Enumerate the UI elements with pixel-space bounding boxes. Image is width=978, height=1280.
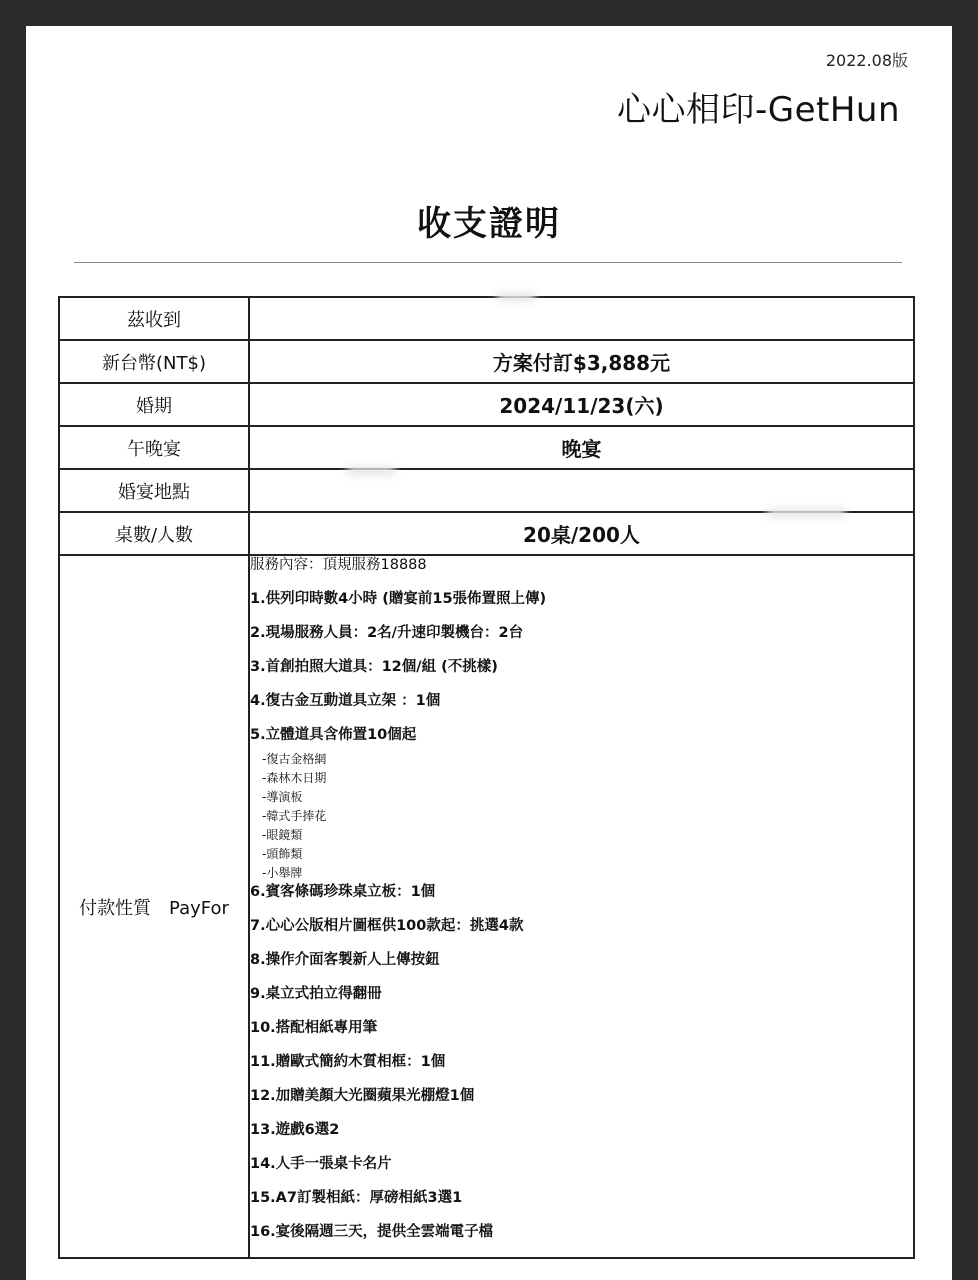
list-item: 14.人手一張桌卡名片 bbox=[250, 1156, 392, 1172]
redaction-smudge bbox=[496, 292, 536, 302]
list-item: 2.現場服務人員：2名/升速印製機台：2台 bbox=[250, 625, 524, 641]
list-item: 1.供列印時數4小時 (贈宴前15張佈置照上傳) bbox=[250, 591, 547, 607]
document-page bbox=[26, 26, 952, 1280]
sub-list-item: -韓式手捧花 bbox=[262, 809, 327, 823]
table-row bbox=[59, 512, 914, 555]
sub-list-item: -復古金格網 bbox=[262, 752, 327, 766]
row-label-venue: 婚宴地點 bbox=[59, 469, 249, 512]
row-label-received-from: 茲收到 bbox=[59, 297, 249, 340]
table-row bbox=[59, 297, 914, 340]
redaction-smudge bbox=[766, 508, 846, 518]
table-row bbox=[59, 555, 914, 1258]
row-value-tables-guests: 20桌/200人 bbox=[249, 512, 914, 555]
row-label-wedding-date: 婚期 bbox=[59, 383, 249, 426]
list-item: 10.搭配相紙專用筆 bbox=[250, 1020, 378, 1036]
row-value-banquet-time: 晚宴 bbox=[249, 426, 914, 469]
title-divider bbox=[74, 262, 902, 263]
sub-list-item: -眼鏡類 bbox=[262, 828, 303, 842]
list-item: 16.宴後隔週三天，提供全雲端電子檔 bbox=[250, 1224, 494, 1240]
list-item: 11.贈歐式簡約木質相框：1個 bbox=[250, 1054, 446, 1070]
document-title: 收支證明 bbox=[417, 204, 561, 244]
row-label-banquet-time: 午晚宴 bbox=[59, 426, 249, 469]
list-item: 15.A7訂製相紙：厚磅相紙3選1 bbox=[250, 1190, 463, 1206]
list-item: 6.賓客條碼珍珠桌立板：1個 bbox=[250, 884, 436, 900]
table-row bbox=[59, 469, 914, 512]
service-details bbox=[249, 555, 914, 1258]
list-item: 9.桌立式拍立得翻冊 bbox=[250, 986, 382, 1002]
table-row bbox=[59, 340, 914, 383]
redaction-smudge bbox=[346, 466, 396, 476]
version-label: 2022.08版 bbox=[825, 51, 908, 70]
receipt-table bbox=[58, 296, 915, 1259]
service-header: 服務內容：頂規服務18888 bbox=[250, 557, 427, 573]
table-row bbox=[59, 383, 914, 426]
list-item: 4.復古金互動道具立架 ：1個 bbox=[250, 693, 441, 709]
row-value-amount: 方案付訂$3,888元 bbox=[249, 340, 914, 383]
list-item: 13.遊戲6選2 bbox=[250, 1122, 340, 1138]
payfor-label: 付款性質 PayFor bbox=[59, 555, 249, 1258]
list-item: 7.心心公版相片圖框供100款起：挑選4款 bbox=[250, 918, 524, 934]
row-label-amount: 新台幣(NT$) bbox=[59, 340, 249, 383]
sub-list-item: -森林木日期 bbox=[262, 771, 327, 785]
sub-list-item: -小舉牌 bbox=[262, 866, 303, 880]
row-value-wedding-date: 2024/11/23(六) bbox=[249, 383, 914, 426]
list-item: 8.操作介面客製新人上傳按鈕 bbox=[250, 952, 440, 968]
sub-list-item: -頭飾類 bbox=[262, 847, 303, 861]
list-item: 5.立體道具含佈置10個起 bbox=[250, 727, 417, 743]
row-value-received-from bbox=[249, 297, 914, 340]
row-label-tables-guests: 桌數/人數 bbox=[59, 512, 249, 555]
table-row bbox=[59, 426, 914, 469]
list-item: 12.加贈美顏大光圈蘋果光棚燈1個 bbox=[250, 1088, 475, 1104]
sub-list-item: -導演板 bbox=[262, 790, 303, 804]
brand-name: 心心相印-GetHun bbox=[616, 90, 900, 130]
list-item: 3.首創拍照大道具：12個/組 (不挑樣) bbox=[250, 659, 498, 675]
